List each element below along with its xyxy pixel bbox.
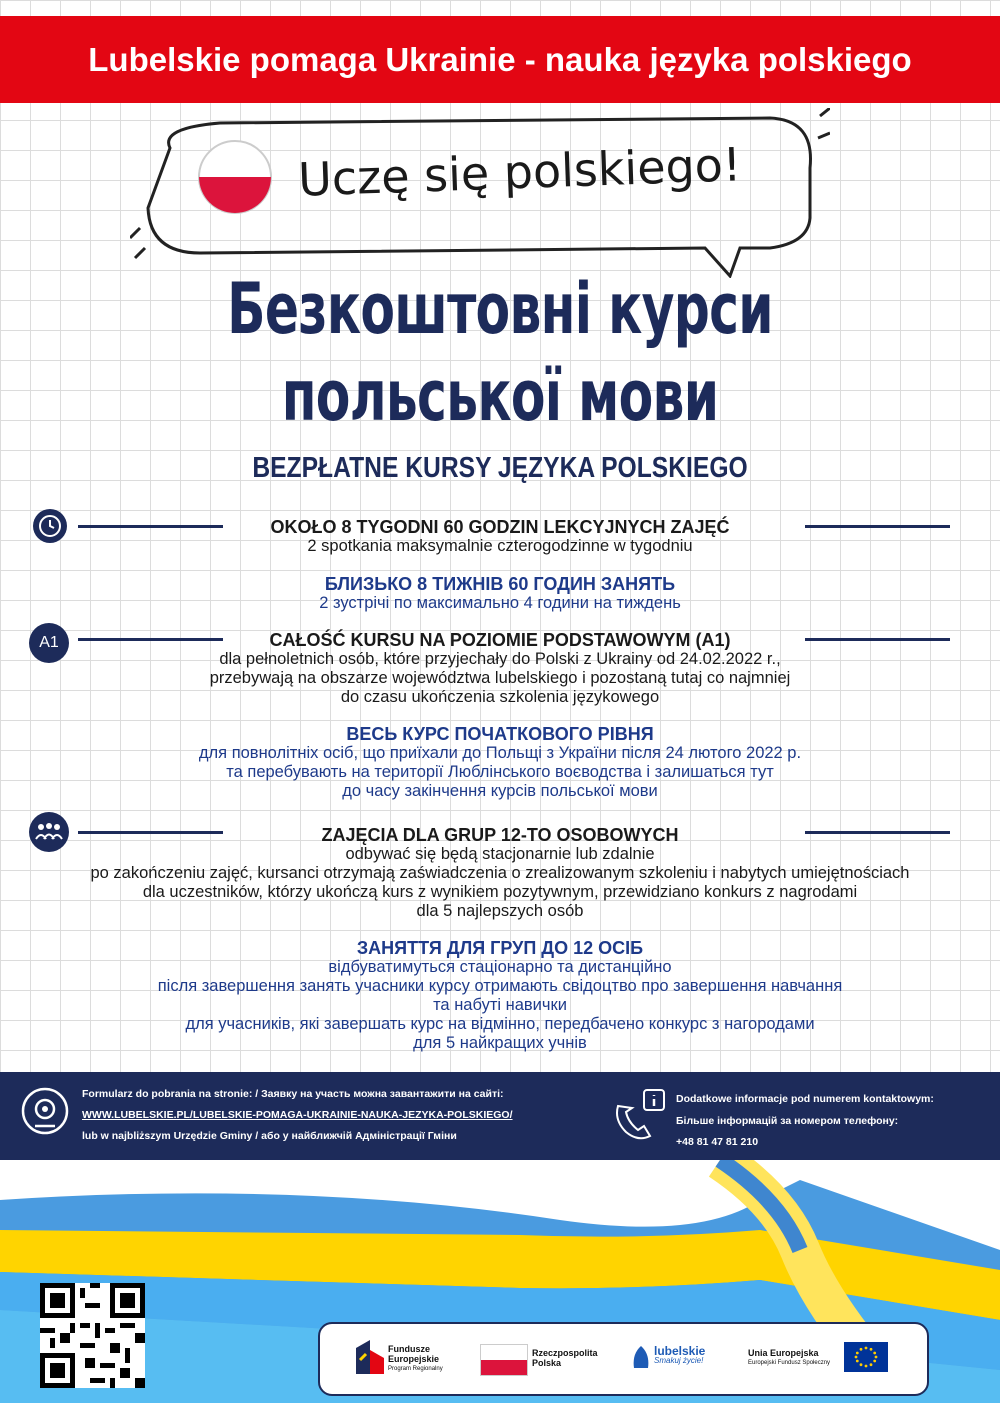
form-label: Formularz do pobrania na stronie: / Заявку на участь можна завантажити на сайті: [82, 1088, 504, 1100]
groups-pl-line: odbywać się będą stacjonarnie lub zdalnie [345, 845, 655, 863]
groups-ua-line: після завершення занять учасники курсу отримають свідоцтво про завершення навчання [157, 977, 843, 995]
groups-ua-line: відбуватимуться стаціонарно та дистанційно [328, 958, 672, 976]
groups-pl-block [0, 826, 1000, 921]
level-ua-title: ВЕСЬ КУРС ПОЧАТКОВОГО РІВНЯ [346, 724, 654, 744]
logo-ue-line: Europejski Fundusz Społeczny [748, 1360, 831, 1366]
groups-pl-line: dla 5 najlepszych osób [416, 902, 584, 920]
qr-code[interactable] [40, 1283, 145, 1388]
logo-fe-line: Europejskie [388, 1354, 440, 1364]
lubelskie-logo-icon [632, 1344, 650, 1370]
registration-link[interactable]: WWW.LUBELSKIE.PL/LUBELSKIE-POMAGA-UKRAINIE-NAUKA-JEZYKA-POLSKIEGO/ [82, 1109, 513, 1121]
duration-ua-title: БЛИЗЬКО 8 ТИЖНІВ 60 ГОДИН ЗАНЯТЬ [324, 574, 676, 594]
subtitle: BEZPŁATNE KURSY JĘZYKA POLSKIEGO [252, 452, 748, 484]
logo-fe-line: Program Regionalny [388, 1366, 443, 1372]
logo-fe [388, 1344, 443, 1374]
groups-pl-title: ZAJĘCIA DLA GRUP 12-TO OSOBOWYCH [321, 825, 679, 845]
groups-pl-line: po zakończeniu zajęć, kursanci otrzymają zaświadczenia o zrealizowanym szkoleniu i nabytych umiejętnościach [90, 864, 910, 882]
info-ua: Більше інформацій за номером телефону: [676, 1115, 899, 1127]
duration-ua-line: 2 зустрічі по максимально 4 години на тиждень [319, 594, 681, 612]
logo-lubelskie-line: Smakuj życie! [654, 1356, 704, 1365]
gear-document-icon [20, 1086, 70, 1136]
logo-fe-line: Fundusze [388, 1344, 430, 1354]
footer-bar [0, 1072, 1000, 1160]
polish-flag-icon [480, 1344, 528, 1376]
groups-ua-line: для 5 найкращих учнів [413, 1034, 587, 1052]
groups-ua-block [0, 939, 1000, 1053]
groups-ua-title: ЗАНЯТТЯ ДЛЯ ГРУП ДО 12 ОСІБ [356, 938, 644, 958]
office-note: lub w najbliższym Urzędzie Gminy / або у найближчій Адміністрації Гміни [82, 1130, 457, 1142]
duration-pl-line: 2 spotkania maksymalnie czterogodzinne w tygodniu [307, 537, 693, 555]
logo-lubelskie-line: lubelskie [654, 1344, 706, 1358]
groups-ua-line: та набуті навички [433, 996, 567, 1014]
level-ua-block [0, 725, 1000, 801]
poland-flag-icon [196, 138, 274, 216]
logo-ue-line: Unia Europejska [748, 1348, 819, 1358]
duration-ua-block [0, 575, 1000, 613]
logo-rp-line: Rzeczpospolita [532, 1348, 598, 1358]
level-pl-line: dla pełnoletnich osób, które przyjechały do Polski z Ukrainy od 24.02.2022 r., [219, 650, 781, 668]
logo-rp-line: Polska [532, 1358, 562, 1368]
level-pl-line: przebywają na obszarze województwa lubelskiego i pozostaną tutaj co najmniej [209, 669, 791, 687]
level-pl-line: do czasu ukończenia szkolenia językowego [340, 688, 660, 706]
headline-line-1: Безкоштовні курси [227, 268, 773, 350]
logo-rp [532, 1348, 598, 1368]
headline-line-2: польської мови [281, 355, 719, 437]
slogan-text: Uczę się polskiego! [297, 137, 743, 207]
phone-info-icon [612, 1086, 668, 1142]
logo-lubelskie [654, 1346, 705, 1366]
eu-flag-icon [844, 1342, 888, 1372]
level-label: A1 [39, 634, 59, 651]
logo-ue [748, 1348, 830, 1368]
level-pl-title: CAŁOŚĆ KURSU NA POZIOMIE PODSTAWOWYM (A1) [269, 630, 731, 650]
sponsor-logos [318, 1322, 929, 1396]
top-banner [0, 16, 1000, 103]
duration-pl-title: OKOŁO 8 TYGODNI 60 GODZIN LEKCYJNYCH ZAJĘĆ [270, 517, 730, 537]
duration-pl-block [0, 518, 1000, 556]
level-ua-line: та перебувають на території Люблінського воєводства і залишаться тут [226, 763, 774, 781]
phone-number[interactable]: +48 81 47 81 210 [676, 1136, 759, 1148]
info-pl: Dodatkowe informacje pod numerem kontaktowym: [676, 1093, 934, 1105]
level-ua-line: до часу закінчення курсів польської мови [342, 782, 658, 800]
groups-pl-line: dla uczestników, którzy ukończą kurs z wynikiem pozytywnym, przewidziano konkurs z nagrodami [142, 883, 858, 901]
fundusze-europejskie-logo-icon [356, 1340, 384, 1374]
banner-title: Lubelskie pomaga Ukrainie - nauka języka polskiego [88, 40, 912, 78]
groups-ua-line: для учасників, які завершать курс на відмінно, передбачено конкурс з нагородами [185, 1015, 815, 1033]
level-ua-line: для повнолітніх осіб, що приїхали до Польщі з України після 24 лютого 2022 р. [198, 744, 802, 762]
level-pl-block [0, 631, 1000, 707]
